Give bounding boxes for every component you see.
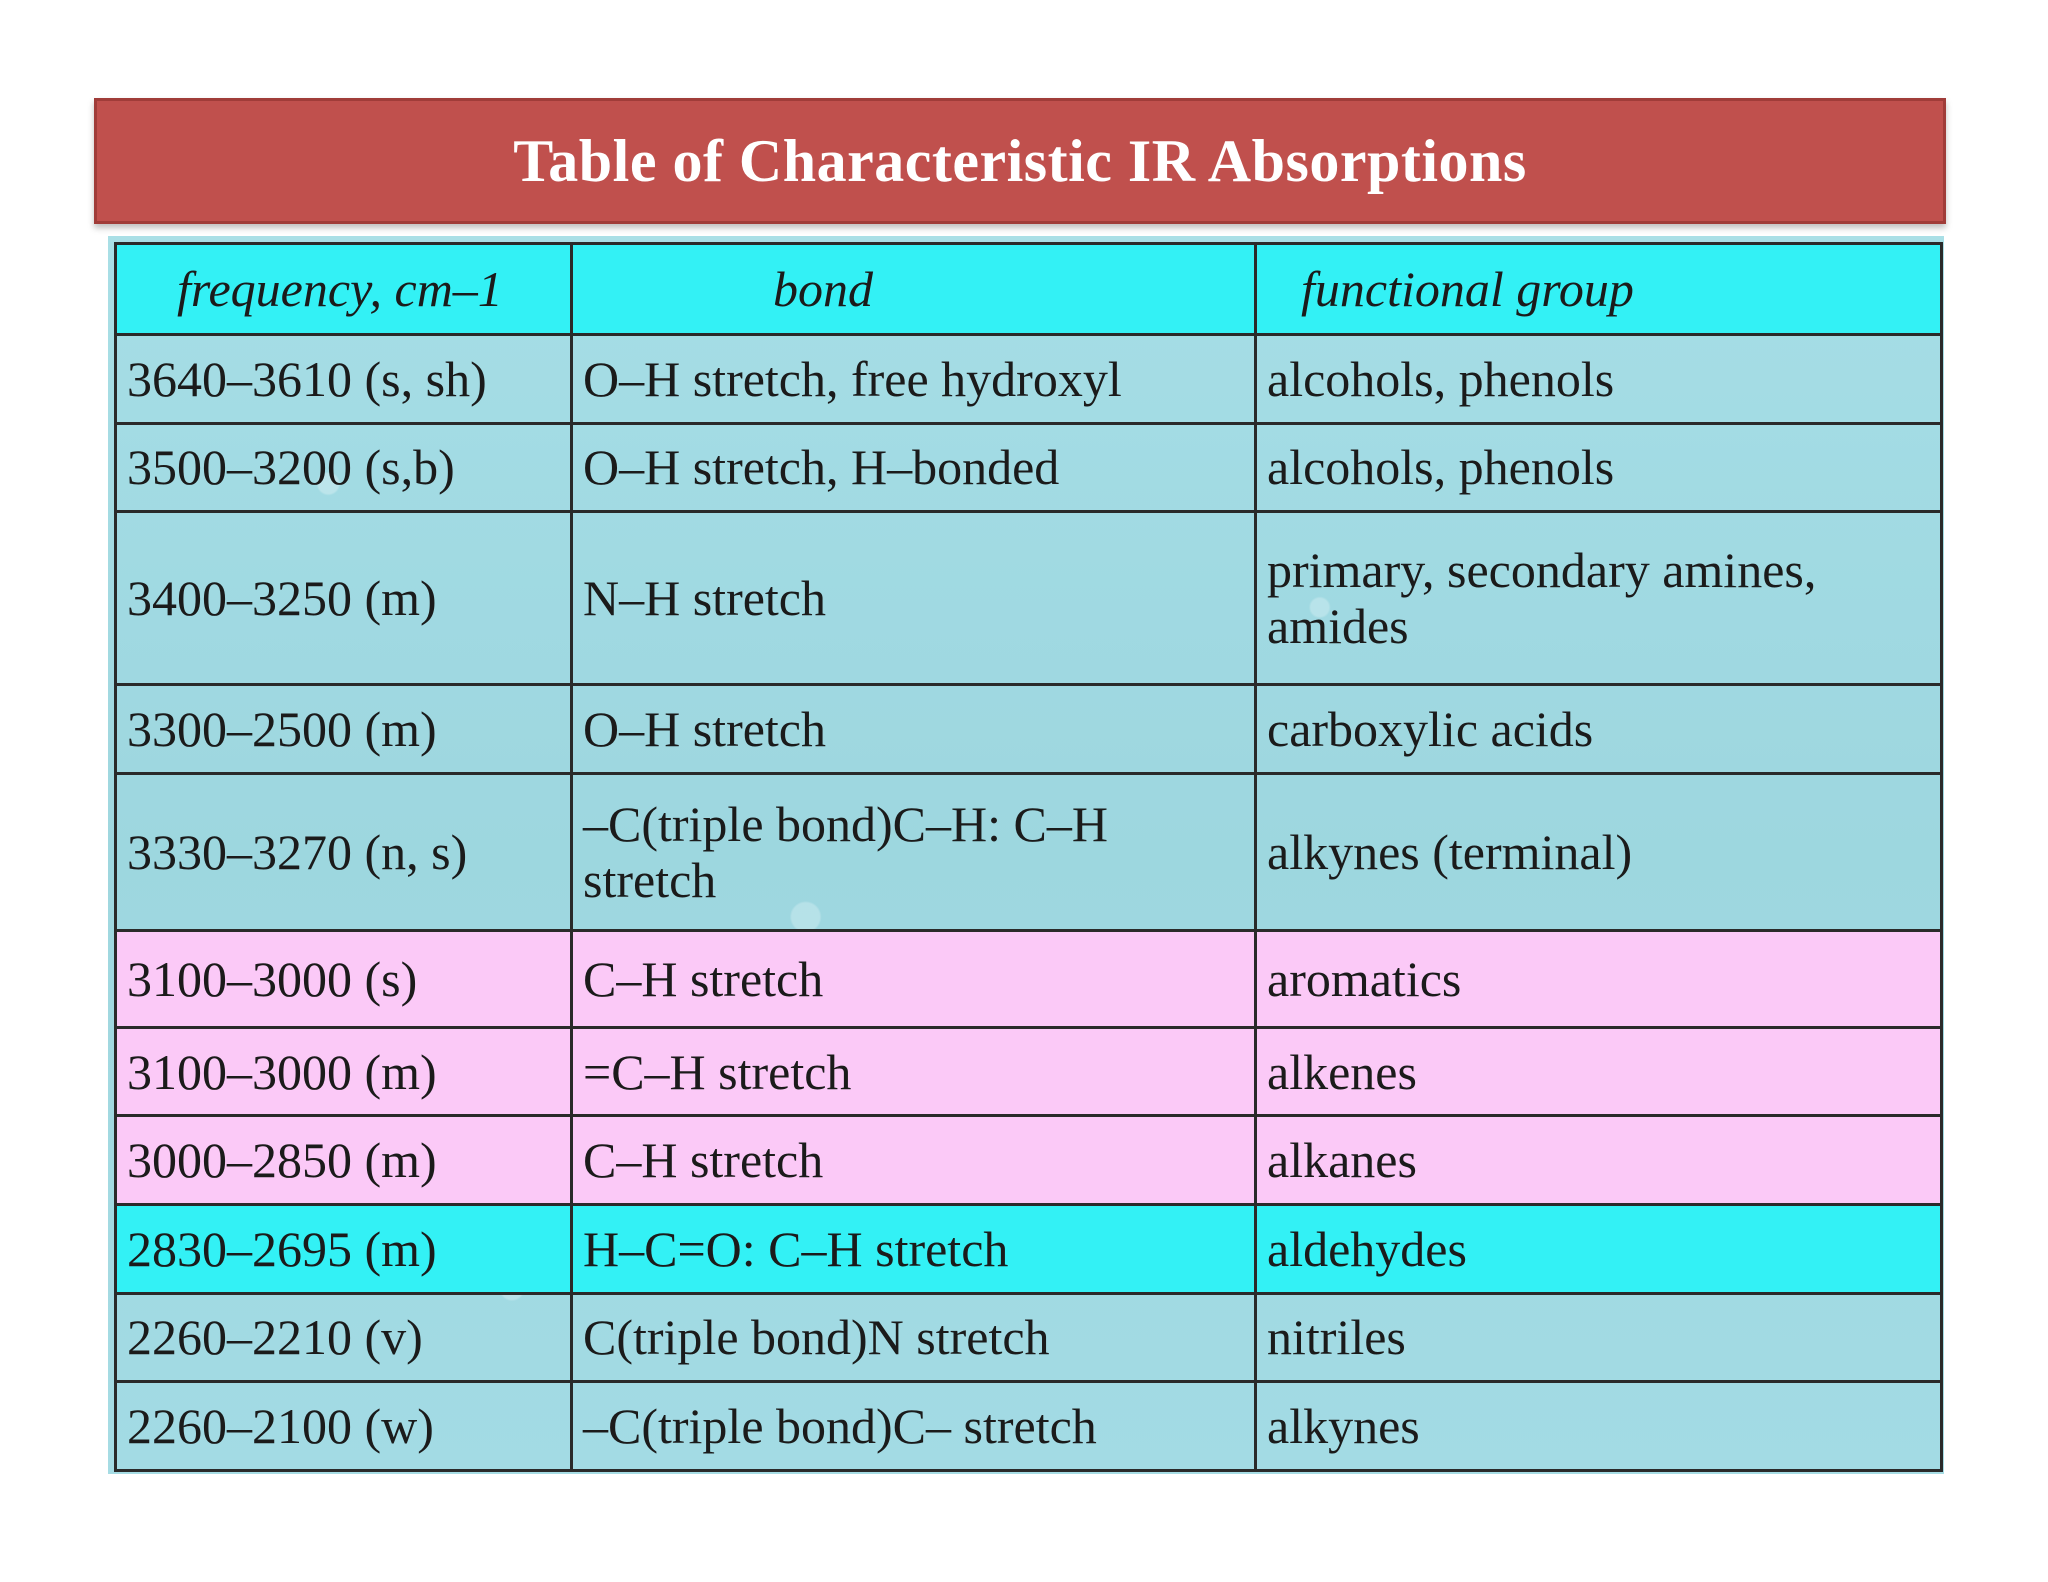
table-row <box>116 335 1942 424</box>
cell-frequency: 3330–3270 (n, s) <box>116 774 572 931</box>
table-row <box>116 1116 1942 1205</box>
table-background <box>108 236 1944 1474</box>
cell-frequency: 3100–3000 (s) <box>116 931 572 1028</box>
table-body <box>116 335 1942 1471</box>
table-row <box>116 1205 1942 1294</box>
cell-functional-group: primary, secondary amines, amides <box>1256 512 1942 685</box>
cell-functional-group: carboxylic acids <box>1256 685 1942 774</box>
table-row <box>116 1382 1942 1471</box>
cell-bond: N–H stretch <box>572 512 1256 685</box>
table-row <box>116 423 1942 512</box>
table-row <box>116 774 1942 931</box>
title-banner <box>94 98 1946 224</box>
cell-functional-group: alkanes <box>1256 1116 1942 1205</box>
cell-functional-group: aldehydes <box>1256 1205 1942 1294</box>
cell-frequency: 3000–2850 (m) <box>116 1116 572 1205</box>
header-frequency: frequency, cm–1 <box>116 244 572 335</box>
cell-bond: –C(triple bond)C– stretch <box>572 1382 1256 1471</box>
cell-bond: C(triple bond)N stretch <box>572 1293 1256 1382</box>
cell-functional-group: alkynes (terminal) <box>1256 774 1942 931</box>
cell-frequency: 2830–2695 (m) <box>116 1205 572 1294</box>
table-row <box>116 1027 1942 1116</box>
cell-bond: C–H stretch <box>572 931 1256 1028</box>
cell-functional-group: alkenes <box>1256 1027 1942 1116</box>
table-row <box>116 931 1942 1028</box>
cell-bond: =C–H stretch <box>572 1027 1256 1116</box>
table-row <box>116 685 1942 774</box>
cell-frequency: 2260–2100 (w) <box>116 1382 572 1471</box>
cell-frequency: 3100–3000 (m) <box>116 1027 572 1116</box>
cell-functional-group: alkynes <box>1256 1382 1942 1471</box>
cell-bond: C–H stretch <box>572 1116 1256 1205</box>
header-row <box>116 244 1942 335</box>
cell-frequency: 3640–3610 (s, sh) <box>116 335 572 424</box>
cell-frequency: 3300–2500 (m) <box>116 685 572 774</box>
cell-functional-group: alcohols, phenols <box>1256 423 1942 512</box>
cell-bond: H–C=O: C–H stretch <box>572 1205 1256 1294</box>
ir-absorption-table <box>114 242 1943 1472</box>
cell-bond: O–H stretch <box>572 685 1256 774</box>
cell-frequency: 2260–2210 (v) <box>116 1293 572 1382</box>
cell-frequency: 3400–3250 (m) <box>116 512 572 685</box>
cell-functional-group: alcohols, phenols <box>1256 335 1942 424</box>
cell-bond: O–H stretch, free hydroxyl <box>572 335 1256 424</box>
header-functional-group: functional group <box>1256 244 1942 335</box>
cell-bond: –C(triple bond)C–H: C–H stretch <box>572 774 1256 931</box>
cell-bond: O–H stretch, H–bonded <box>572 423 1256 512</box>
cell-functional-group: nitriles <box>1256 1293 1942 1382</box>
cell-functional-group: aromatics <box>1256 931 1942 1028</box>
cell-frequency: 3500–3200 (s,b) <box>116 423 572 512</box>
page-title: Table of Characteristic IR Absorptions <box>513 127 1527 194</box>
table-row <box>116 1293 1942 1382</box>
header-bond: bond <box>572 244 1256 335</box>
table-row <box>116 512 1942 685</box>
